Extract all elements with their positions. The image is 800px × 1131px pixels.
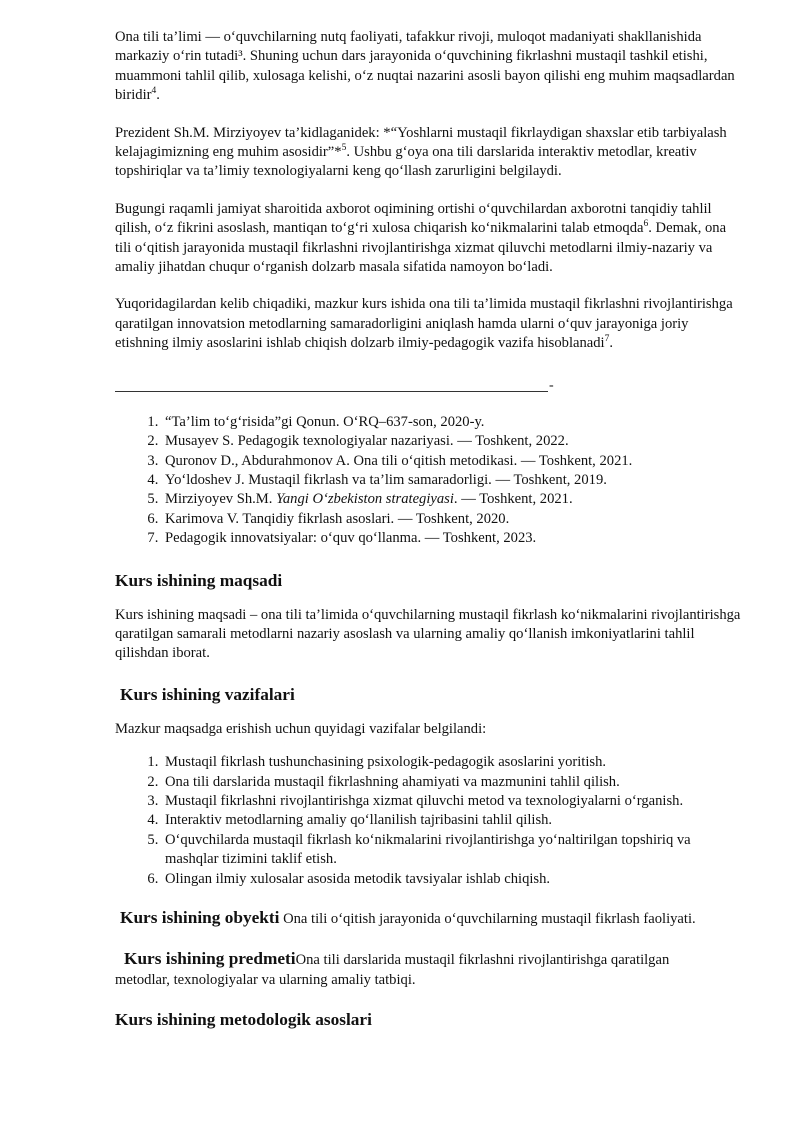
paragraph-digital-society: Bugungi raqamli jamiyat sharoitida axborot oqimining ortishi o‘quvchilardan axborotni tanqidiy tahlil qilish, o‘z fikrini asoslash, mantiqan to‘g‘ri xulosa chiqarish ko‘nikmalarini talab etmoqda$^6$. Demak, ona tili o‘qitish jarayonida mustaqil fikrlashni rivojlantirishga xizmat qiluvchi metodlarni ilmiy-nazariy va amaliy jihatdan chuqur o‘rganish dolzarb masala sifatida namoyon bo‘ladi.	[115, 200, 727, 276]
reference-item: 3. Quronov D., Abdurahmonov A. Ona tili o‘qitish metodikasi. — Toshkent, 2021.	[162, 452, 745, 471]
heading-predmeti: Kurs ishining predmeti	[124, 949, 296, 969]
reference-item: 4. Yo‘ldoshev J. Mustaqil fikrlash va ta’lim samaradorligi. — Toshkent, 2019.	[162, 471, 745, 490]
task-item: 5. O‘quvchilarda mustaqil fikrlash ko‘nikmalarini rivojlantirishga yo‘naltirilgan topshiriq va mashqlar tizimini taklif etish.	[162, 831, 745, 870]
footnote-ref-4: 4	[151, 86, 157, 97]
paragraph-maqsadi: Kurs ishining maqsadi – ona tili ta’limida o‘quvchilarning mustaqil fikrlash ko‘nikmalarini rivojlantirishga qaratilgan samarali metodlarni nazariy asoslash va ularning amaliy qo‘llanish imkoniyatlarini tahlil qilishdan iborat.	[115, 606, 741, 662]
reference-item: 5. Mirziyoyev Sh.M. Yangi O‘zbekiston strategiyasi. — Toshkent, 2021.	[162, 490, 745, 509]
footnote-ref-5: 5	[341, 143, 347, 154]
paragraph-conclusion: Yuqoridagilardan kelib chiqadiki, mazkur kurs ishida ona tili ta’limida mustaqil fikrlashni rivojlantirishga qaratilgan innovatsion metodlarning samaradorligini aniqlash hamda ularni o‘quv jarayoniga joriy etishning ilmiy asoslarini ishlab chiqish dolzarb ilmiy-pedagogik vazifa hisoblanadi$^7$.	[115, 296, 733, 352]
footnote-separator	[115, 377, 745, 394]
task-item: 3. Mustaqil fikrlashni rivojlantirishga xizmat qiluvchi metod va texnologiyalarni o‘rganish.	[162, 792, 745, 811]
heading-vazifalari: Kurs ishining vazifalari	[120, 684, 295, 704]
task-item: 2. Ona tili darslarida mustaqil fikrlashning ahamiyati va mazmunini tahlil qilish.	[162, 773, 745, 792]
paragraph-obyekti: Kurs ishining obyekti Ona tili o‘qitish jarayonida o‘quvchilarning mustaqil fikrlash faoliyati.	[120, 908, 696, 927]
task-item: 6. Olingan ilmiy xulosalar asosida metodik tavsiyalar ishlab chiqish.	[162, 870, 745, 889]
paragraph-president-quote: Prezident Sh.M. Mirziyoyev ta’kidlaganidek: *“Yoshlarni mustaqil fikrlaydigan shaxslar etib tarbiyalash kelajagimizning eng muhim asosidir”*$^5$. Ushbu g‘oya ona tili darslarida interaktiv metodlar, kreativ topshiriqlar va ta’limiy texnologiyalarni keng qo‘llash zarurligini belgilaydi.	[115, 124, 727, 180]
paragraph-intro: Ona tili ta’limi — o‘quvchilarning nutq faoliyati, tafakkur rivoji, muloqot madaniyati shakllanishida markaziy o‘rin tutadi³. Shuning uchun dars jarayonida o‘quvchining fikrlashni mustaqil tashkil etishi, muammoni tahlil qilib, xulosaga kelishi, o‘z nuqtai nazarini asosli bayon qilishi eng muhim maqsadlardan biridir$^4$.	[115, 29, 735, 104]
reference-item: 1. “Ta’lim to‘g‘risida”gi Qonun. O‘RQ–637-son, 2020-y.	[162, 413, 745, 432]
paragraph-predmeti: Kurs ishining predmetiOna tili darslarida mustaqil fikrlashni rivojlantirishga qaratilgan metodlar, texnologiyalar va ularning amaliy tatbiqi.	[115, 949, 670, 988]
footnote-ref-6: 6	[643, 219, 649, 230]
heading-maqsadi: Kurs ishining maqsadi	[115, 570, 283, 590]
document-body	[115, 28, 745, 1031]
heading-obyekti: Kurs ishining obyekti	[120, 908, 280, 927]
heading-metodologik-asoslari: Kurs ishining metodologik asoslari	[115, 1010, 372, 1030]
footnote-ref-7: 7	[604, 334, 610, 345]
reference-list	[115, 413, 745, 549]
separator-line	[115, 391, 548, 392]
reference-item: 7. Pedagogik innovatsiyalar: o‘quv qo‘llanma. — Toshkent, 2023.	[162, 529, 745, 548]
paragraph-vazifalar-intro: Mazkur maqsadga erishish uchun quyidagi vazifalar belgilandi:	[115, 720, 487, 737]
task-list	[115, 753, 745, 889]
reference-item: 2. Musayev S. Pedagogik texnologiyalar nazariyasi. — Toshkent, 2022.	[162, 432, 745, 451]
task-item: 1. Mustaqil fikrlash tushunchasining psixologik-pedagogik asoslarini yoritish.	[162, 753, 745, 772]
task-item: 4. Interaktiv metodlarning amaliy qo‘llanilish tajribasini tahlil qilish.	[162, 811, 745, 830]
separator-dash: -	[549, 377, 554, 393]
book-title: Yangi O‘zbekiston strategiyasi	[276, 491, 454, 508]
reference-item: 6. Karimova V. Tanqidiy fikrlash asoslari. — Toshkent, 2020.	[162, 510, 745, 529]
